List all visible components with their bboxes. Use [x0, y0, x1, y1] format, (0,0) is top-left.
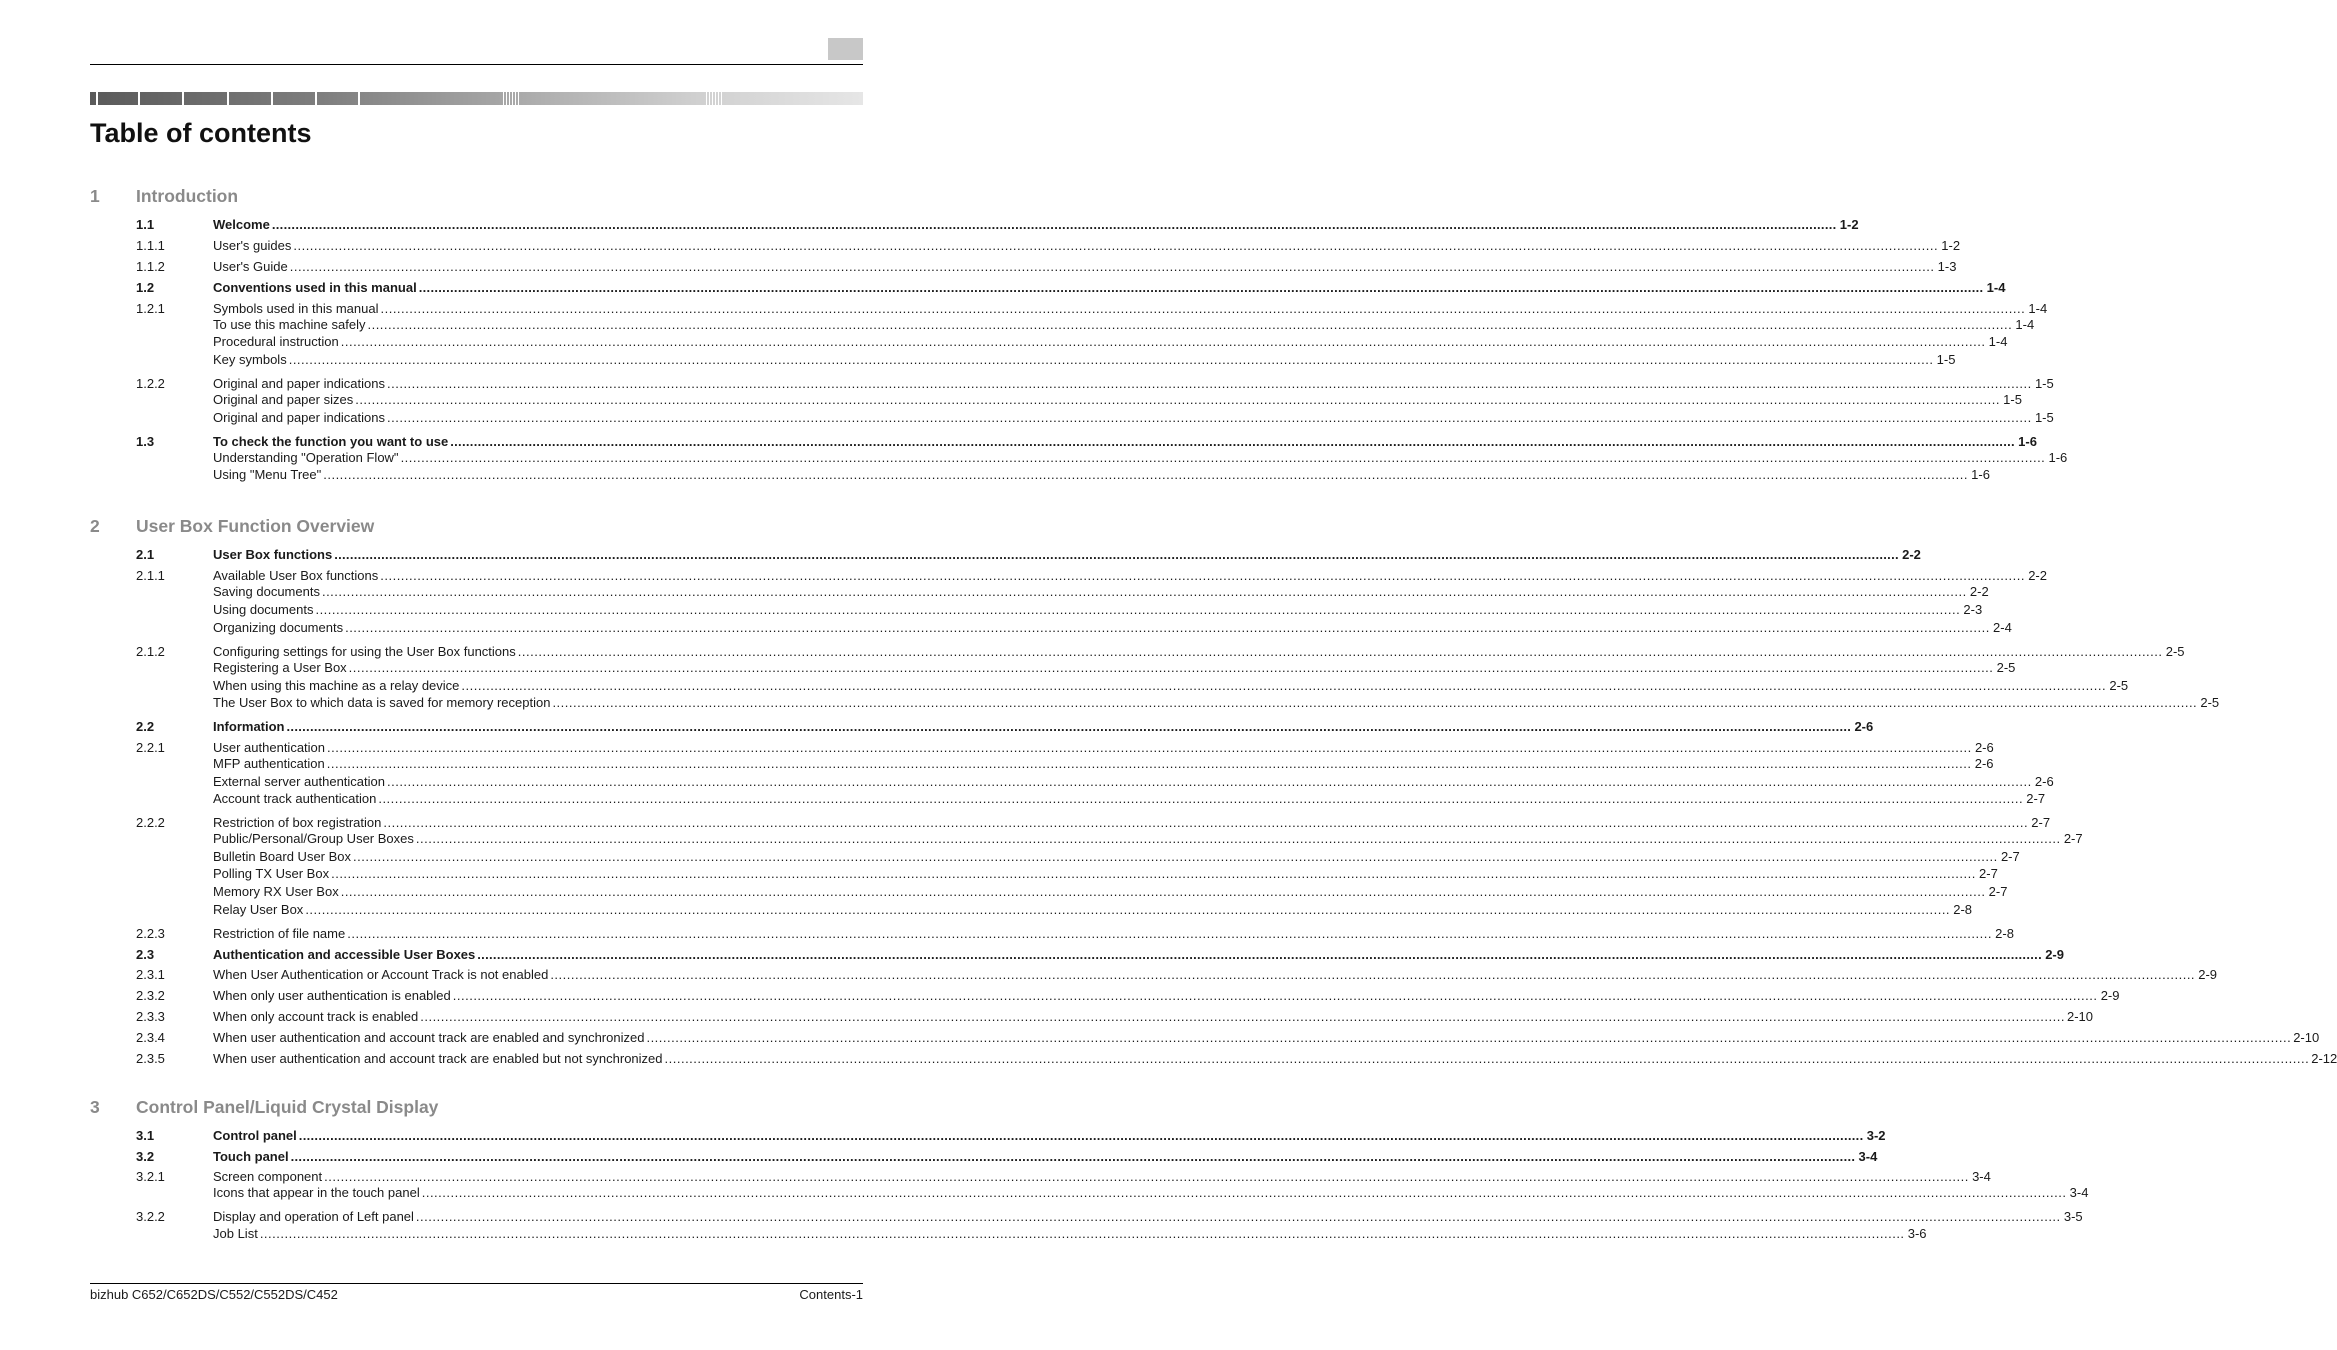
- toc-entry-title: Screen component: [213, 1169, 323, 1184]
- toc-dot-leader: ................................................................................................................................................................................................................................................................................................................................................................................................................: [321, 584, 1967, 599]
- toc-dot-leader: ................................................................................................................................................................................................................................................................................................................................................................................................................: [367, 317, 2013, 332]
- toc-dot-leader: ................................................................................................................................................................................................................................................................................................................................................................................................................: [517, 644, 2163, 659]
- toc-entry-page: 1-6: [2018, 434, 2037, 449]
- toc-entry-number: [136, 316, 213, 333]
- decorative-gradient-bar: [90, 92, 863, 105]
- toc-entry-number: 2.3.4: [136, 1030, 165, 1045]
- toc-entry-page: 1-4: [2028, 301, 2048, 316]
- toc-dot-leader: ................................................................................................................................................................................................................................................................................................................................................................................................................: [452, 988, 2098, 1003]
- toc-entry-page: 2-10: [2066, 1009, 2093, 1024]
- toc-entry-title: Authentication and accessible User Boxes: [213, 947, 476, 962]
- toc-entry-title: External server authentication: [213, 774, 385, 789]
- toc-entry-number: 2.2.3: [136, 926, 165, 941]
- toc-dot-leader: ................................................................................................................................................................................................................................................................................................................................................................................................................: [298, 1128, 1864, 1143]
- toc-entry-page: 2-2: [1969, 584, 1989, 599]
- chapter-title: Control Panel/Liquid Crystal Display: [136, 1097, 439, 1117]
- toc-entry-number: [136, 790, 213, 807]
- toc-dot-leader: ................................................................................................................................................................................................................................................................................................................................................................................................................: [340, 334, 1986, 349]
- chapter-number: 2: [90, 516, 100, 536]
- toc-entry-page: 1-5: [2003, 392, 2022, 407]
- toc-dot-leader: ................................................................................................................................................................................................................................................................................................................................................................................................................: [380, 301, 2026, 316]
- toc-dot-leader: ................................................................................................................................................................................................................................................................................................................................................................................................................: [334, 547, 1899, 562]
- toc-entry-page: 1-4: [1986, 280, 2006, 295]
- toc-entry[interactable]: [136, 300, 2048, 317]
- toc-entry-title: To use this machine safely: [213, 317, 366, 332]
- toc-entry-number: [136, 694, 213, 711]
- toc-entry-title: Original and paper sizes: [213, 392, 354, 407]
- toc-entry[interactable]: [136, 814, 2051, 831]
- toc-entry-number: 3.1: [136, 1128, 155, 1143]
- toc-entry[interactable]: [136, 409, 2054, 426]
- toc-entry[interactable]: [136, 694, 2220, 711]
- toc-section-entry[interactable]: [136, 279, 2006, 296]
- toc-dot-leader: ................................................................................................................................................................................................................................................................................................................................................................................................................: [290, 1149, 1856, 1164]
- toc-section-entry[interactable]: [136, 433, 2037, 450]
- toc-entry-title: To check the function you want to use: [213, 434, 449, 449]
- page-title: Table of contents: [90, 118, 312, 148]
- toc-entry-title: Original and paper indications: [213, 410, 385, 425]
- toc-entry-page: 2-7: [2063, 831, 2083, 846]
- toc-dot-leader: ................................................................................................................................................................................................................................................................................................................................................................................................................: [315, 602, 1961, 617]
- toc-entry-title: Polling TX User Box: [213, 866, 330, 881]
- toc-entry-page: 1-2: [1941, 238, 1961, 253]
- toc-entry[interactable]: [136, 755, 1994, 772]
- toc-entry-title: Organizing documents: [213, 620, 344, 635]
- toc-dot-leader: ................................................................................................................................................................................................................................................................................................................................................................................................................: [387, 410, 2032, 425]
- toc-entry-page: 3-6: [1907, 1226, 1927, 1241]
- toc-dot-leader: ................................................................................................................................................................................................................................................................................................................................................................................................................: [400, 450, 2046, 465]
- toc-dot-leader: ................................................................................................................................................................................................................................................................................................................................................................................................................: [477, 947, 2042, 962]
- toc-entry[interactable]: [136, 601, 1983, 618]
- chapter-title: User Box Function Overview: [136, 516, 375, 536]
- toc-entry-page: 2-5: [2200, 695, 2220, 710]
- toc-entry-title: When User Authentication or Account Track is not enabled: [213, 967, 549, 982]
- toc-entry[interactable]: [136, 848, 2020, 865]
- toc-entry-page: 2-7: [2026, 791, 2046, 806]
- toc-entry-title: Using "Menu Tree": [213, 467, 322, 482]
- toc-dot-leader: ................................................................................................................................................................................................................................................................................................................................................................................................................: [331, 866, 1976, 881]
- toc-entry-page: 2-5: [1996, 660, 2016, 675]
- toc-entry-title: Relay User Box: [213, 902, 304, 917]
- toc-entry-number: 2.3.2: [136, 988, 165, 1003]
- toc-entry-page: 2-8: [1995, 926, 2014, 941]
- toc-entry-number: [136, 391, 213, 408]
- toc-entry[interactable]: [136, 739, 1994, 756]
- toc-section-entry[interactable]: [136, 718, 1874, 735]
- toc-entry-number: [136, 449, 213, 466]
- toc-entry-page: 2-6: [1974, 756, 1994, 771]
- toc-entry-page: 2-3: [1963, 602, 1983, 617]
- toc-entry-number: [136, 466, 213, 483]
- toc-entry-title: Display and operation of Left panel: [213, 1209, 414, 1224]
- toc-entry-page: 2-6: [1974, 740, 1994, 755]
- toc-section-entry[interactable]: [136, 546, 1921, 563]
- toc-entry[interactable]: [136, 901, 1973, 918]
- toc-entry[interactable]: [136, 677, 2129, 694]
- toc-entry-title: Symbols used in this manual: [213, 301, 379, 316]
- toc-entry-title: Memory RX User Box: [213, 884, 339, 899]
- toc-entry[interactable]: [136, 333, 2008, 350]
- toc-entry[interactable]: [136, 773, 2054, 790]
- toc-entry[interactable]: [136, 351, 1956, 368]
- toc-entry-title: Account track authentication: [213, 791, 377, 806]
- toc-entry[interactable]: [136, 1029, 2320, 1046]
- toc-entry-title: Information: [213, 719, 285, 734]
- toc-entry-title: User's guides: [213, 238, 292, 253]
- toc-dot-leader: ................................................................................................................................................................................................................................................................................................................................................................................................................: [271, 217, 1837, 232]
- toc-entry-page: 2-8: [1953, 902, 1973, 917]
- toc-entry-number: 2.3: [136, 947, 155, 962]
- toc-entry[interactable]: [136, 925, 2014, 942]
- footer-rule: [90, 1283, 863, 1284]
- toc-entry-title: Restriction of box registration: [213, 815, 382, 830]
- toc-entry-number: [136, 351, 213, 368]
- toc-dot-leader: ................................................................................................................................................................................................................................................................................................................................................................................................................: [348, 660, 1994, 675]
- toc-entry-number: [136, 883, 213, 900]
- toc-entry-number: [136, 773, 213, 790]
- toc-entry-title: When user authentication and account track are enabled but not synchronized: [213, 1051, 663, 1066]
- toc-entry-number: [136, 409, 213, 426]
- toc-entry-page: 2-7: [2000, 849, 2020, 864]
- footer-model-name: bizhub C652/C652DS/C552/C552DS/C452: [90, 1287, 338, 1302]
- toc-dot-leader: ................................................................................................................................................................................................................................................................................................................................................................................................................: [355, 392, 2000, 407]
- toc-entry-title: When only user authentication is enabled: [213, 988, 451, 1003]
- toc-entry[interactable]: [136, 865, 1998, 882]
- toc-entry[interactable]: [136, 449, 2068, 466]
- toc-section-entry[interactable]: [136, 1148, 1878, 1165]
- toc-entry-number: 2.1.2: [136, 644, 165, 659]
- toc-entry[interactable]: [136, 1168, 1991, 1185]
- toc-entry-page: 2-9: [2198, 967, 2218, 982]
- toc-entry-number: 2.1: [136, 547, 155, 562]
- toc-entry-number: 2.3.1: [136, 967, 165, 982]
- toc-entry-number: 2.2.1: [136, 740, 165, 755]
- toc-entry-page: 2-9: [2045, 947, 2064, 962]
- toc-entry[interactable]: [136, 1225, 1927, 1242]
- toc-entry-number: 2.2.2: [136, 815, 165, 830]
- toc-entry[interactable]: [136, 583, 1989, 600]
- toc-entry-page: 2-2: [2028, 568, 2047, 583]
- toc-dot-leader: ................................................................................................................................................................................................................................................................................................................................................................................................................: [327, 740, 1972, 755]
- toc-dot-leader: ................................................................................................................................................................................................................................................................................................................................................................................................................: [305, 902, 1951, 917]
- toc-entry-title: Touch panel: [213, 1149, 289, 1164]
- toc-entry[interactable]: [136, 316, 2035, 333]
- toc-entry-title: When only account track is enabled: [213, 1009, 419, 1024]
- toc-entry-page: 2-5: [2109, 678, 2129, 693]
- toc-entry-number: [136, 659, 213, 676]
- toc-entry-title: Original and paper indications: [213, 376, 385, 391]
- toc-entry-title: The User Box to which data is saved for memory reception: [213, 695, 551, 710]
- toc-entry-number: [136, 1225, 213, 1242]
- toc-entry[interactable]: [136, 567, 2047, 584]
- toc-entry-number: 1.1: [136, 217, 155, 232]
- toc-entry[interactable]: [136, 1208, 2083, 1225]
- toc-dot-leader: ................................................................................................................................................................................................................................................................................................................................................................................................................: [326, 756, 1972, 771]
- toc-entry-number: [136, 619, 213, 636]
- toc-entry[interactable]: [136, 619, 2012, 636]
- toc-dot-leader: ................................................................................................................................................................................................................................................................................................................................................................................................................: [420, 1009, 2065, 1024]
- toc-entry-page: 2-10: [2293, 1030, 2320, 1045]
- toc-dot-leader: ................................................................................................................................................................................................................................................................................................................................................................................................................: [340, 884, 1986, 899]
- toc-dot-leader: ................................................................................................................................................................................................................................................................................................................................................................................................................: [288, 352, 1934, 367]
- toc-entry-title: User authentication: [213, 740, 326, 755]
- toc-entry[interactable]: [136, 466, 1990, 483]
- toc-section-entry[interactable]: [136, 1127, 1886, 1144]
- toc-entry-page: 2-4: [1993, 620, 2012, 635]
- toc-entry[interactable]: [136, 375, 2054, 392]
- toc-entry-title: Conventions used in this manual: [213, 280, 417, 295]
- toc-entry-number: [136, 333, 213, 350]
- toc-entry[interactable]: [136, 237, 1961, 254]
- toc-entry-page: 1-6: [2048, 450, 2068, 465]
- toc-entry[interactable]: [136, 643, 2185, 660]
- toc-entry-number: 1.2.1: [136, 301, 165, 316]
- toc-entry-title: Configuring settings for using the User Box functions: [213, 644, 516, 659]
- toc-entry-title: Key symbols: [213, 352, 287, 367]
- toc-entry-page: 2-7: [2031, 815, 2051, 830]
- toc-entry[interactable]: [136, 987, 2120, 1004]
- toc-entry[interactable]: [136, 790, 2046, 807]
- toc-entry-page: 1-4: [2015, 317, 2035, 332]
- header-corner-tab: [828, 38, 863, 60]
- toc-entry-title: Understanding "Operation Flow": [213, 450, 399, 465]
- footer-page-number: Contents-1: [799, 1287, 863, 1302]
- toc-dot-leader: ................................................................................................................................................................................................................................................................................................................................................................................................................: [293, 238, 1939, 253]
- toc-entry-page: 1-2: [1839, 217, 1859, 232]
- toc-dot-leader: ................................................................................................................................................................................................................................................................................................................................................................................................................: [550, 967, 2196, 982]
- toc-dot-leader: ................................................................................................................................................................................................................................................................................................................................................................................................................: [383, 815, 2029, 830]
- toc-entry-title: Bulletin Board User Box: [213, 849, 352, 864]
- toc-entry-number: 2.1.1: [136, 568, 165, 583]
- toc-entry-title: Job List: [213, 1226, 258, 1241]
- toc-entry-page: 3-4: [1972, 1169, 1991, 1184]
- toc-dot-leader: ................................................................................................................................................................................................................................................................................................................................................................................................................: [378, 791, 2024, 806]
- toc-dot-leader: ................................................................................................................................................................................................................................................................................................................................................................................................................: [418, 280, 1984, 295]
- toc-entry-page: 3-4: [2069, 1185, 2089, 1200]
- chapter-heading[interactable]: [90, 1096, 438, 1118]
- chapter-number: 3: [90, 1097, 100, 1117]
- toc-entry[interactable]: [136, 830, 2083, 847]
- toc-entry-number: [136, 601, 213, 618]
- toc-entry-number: 1.1.2: [136, 259, 165, 274]
- toc-dot-leader: ................................................................................................................................................................................................................................................................................................................................................................................................................: [380, 568, 2025, 583]
- toc-entry[interactable]: [136, 966, 2218, 983]
- toc-entry-number: 2.3.3: [136, 1009, 165, 1024]
- toc-entry-page: 2-6: [1854, 719, 1874, 734]
- toc-entry-page: 2-6: [2034, 774, 2054, 789]
- toc-entry-page: 2-7: [1988, 884, 2008, 899]
- toc-entry-number: 2.3.5: [136, 1051, 165, 1066]
- toc-entry[interactable]: [136, 391, 2022, 408]
- chapter-number: 1: [90, 186, 100, 206]
- toc-entry-page: 1-3: [1937, 259, 1957, 274]
- toc-entry-number: 1.2: [136, 280, 155, 295]
- toc-dot-leader: ................................................................................................................................................................................................................................................................................................................................................................................................................: [415, 1209, 2061, 1224]
- toc-entry-page: 1-6: [1971, 467, 1990, 482]
- toc-entry-number: 2.2: [136, 719, 155, 734]
- toc-entry-number: [136, 901, 213, 918]
- toc-dot-leader: ................................................................................................................................................................................................................................................................................................................................................................................................................: [646, 1030, 2292, 1045]
- toc-entry-number: 1.1.1: [136, 238, 165, 253]
- toc-entry-number: [136, 1184, 213, 1201]
- toc-dot-leader: ................................................................................................................................................................................................................................................................................................................................................................................................................: [450, 434, 2015, 449]
- toc-entry-page: 3-4: [1858, 1149, 1878, 1164]
- toc-entry-title: Restriction of file name: [213, 926, 346, 941]
- toc-dot-leader: ................................................................................................................................................................................................................................................................................................................................................................................................................: [345, 620, 1990, 635]
- toc-entry-number: 3.2.2: [136, 1209, 165, 1224]
- toc-entry-number: [136, 677, 213, 694]
- toc-entry-title: Registering a User Box: [213, 660, 347, 675]
- toc-entry-page: 2-5: [2165, 644, 2185, 659]
- toc-entry[interactable]: [136, 659, 2016, 676]
- toc-dot-leader: ................................................................................................................................................................................................................................................................................................................................................................................................................: [323, 467, 1968, 482]
- toc-dot-leader: ................................................................................................................................................................................................................................................................................................................................................................................................................: [386, 774, 2032, 789]
- toc-entry-title: Icons that appear in the touch panel: [213, 1185, 420, 1200]
- toc-entry-title: MFP authentication: [213, 756, 325, 771]
- toc-entry-page: 1-5: [2034, 410, 2054, 425]
- toc-entry-title: Public/Personal/Group User Boxes: [213, 831, 414, 846]
- toc-entry-title: Procedural instruction: [213, 334, 339, 349]
- toc-entry[interactable]: [136, 258, 1957, 275]
- toc-entry-number: [136, 755, 213, 772]
- toc-entry-page: 3-2: [1866, 1128, 1886, 1143]
- header-rule: [90, 64, 863, 65]
- toc-entry-title: Welcome: [213, 217, 270, 232]
- toc-entry[interactable]: [136, 883, 2008, 900]
- toc-entry-page: 1-5: [1936, 352, 1956, 367]
- toc-dot-leader: ................................................................................................................................................................................................................................................................................................................................................................................................................: [353, 849, 1998, 864]
- toc-entry-number: [136, 830, 213, 847]
- toc-entry[interactable]: [136, 1184, 2089, 1201]
- toc-entry-title: Available User Box functions: [213, 568, 379, 583]
- toc-dot-leader: ................................................................................................................................................................................................................................................................................................................................................................................................................: [387, 376, 2032, 391]
- chapter-heading[interactable]: [90, 185, 238, 207]
- toc-section-entry[interactable]: [136, 216, 1859, 233]
- chapter-heading[interactable]: [90, 515, 374, 537]
- toc-dot-leader: ................................................................................................................................................................................................................................................................................................................................................................................................................: [347, 926, 1992, 941]
- toc-entry-number: [136, 865, 213, 882]
- toc-entry-number: [136, 848, 213, 865]
- toc-entry-number: 3.2: [136, 1149, 155, 1164]
- toc-entry-title: User's Guide: [213, 259, 288, 274]
- toc-entry-page: 3-5: [2063, 1209, 2083, 1224]
- toc-dot-leader: ................................................................................................................................................................................................................................................................................................................................................................................................................: [461, 678, 2107, 693]
- toc-entry-page: 2-12: [2311, 1051, 2337, 1066]
- toc-section-entry[interactable]: [136, 946, 2064, 963]
- toc-entry-title: User Box functions: [213, 547, 333, 562]
- toc-dot-leader: ................................................................................................................................................................................................................................................................................................................................................................................................................: [664, 1051, 2310, 1066]
- toc-entry[interactable]: [136, 1050, 2337, 1067]
- toc-entry-number: [136, 583, 213, 600]
- toc-entry-title: Using documents: [213, 602, 314, 617]
- toc-dot-leader: ................................................................................................................................................................................................................................................................................................................................................................................................................: [421, 1185, 2067, 1200]
- toc-entry-page: 1-4: [1988, 334, 2008, 349]
- toc-entry-title: Control panel: [213, 1128, 297, 1143]
- toc-dot-leader: ................................................................................................................................................................................................................................................................................................................................................................................................................: [289, 259, 1935, 274]
- chapter-title: Introduction: [136, 186, 239, 206]
- toc-entry-page: 2-9: [2100, 988, 2120, 1003]
- toc-entry-title: When using this machine as a relay device: [213, 678, 460, 693]
- toc-entry-number: 3.2.1: [136, 1169, 165, 1184]
- toc-entry[interactable]: [136, 1008, 2093, 1025]
- toc-entry-page: 2-7: [1979, 866, 1998, 881]
- toc-entry-number: 1.3: [136, 434, 155, 449]
- toc-dot-leader: ................................................................................................................................................................................................................................................................................................................................................................................................................: [259, 1226, 1905, 1241]
- toc-entry-page: 2-2: [1902, 547, 1921, 562]
- toc-entry-number: 1.2.2: [136, 376, 165, 391]
- toc-entry-page: 1-5: [2034, 376, 2054, 391]
- toc-dot-leader: ................................................................................................................................................................................................................................................................................................................................................................................................................: [552, 695, 2198, 710]
- toc-dot-leader: ................................................................................................................................................................................................................................................................................................................................................................................................................: [324, 1169, 1969, 1184]
- toc-entry-title: When user authentication and account track are enabled and synchronized: [213, 1030, 645, 1045]
- toc-dot-leader: ................................................................................................................................................................................................................................................................................................................................................................................................................: [415, 831, 2061, 846]
- toc-dot-leader: ................................................................................................................................................................................................................................................................................................................................................................................................................: [286, 719, 1852, 734]
- toc-entry-title: Saving documents: [213, 584, 320, 599]
